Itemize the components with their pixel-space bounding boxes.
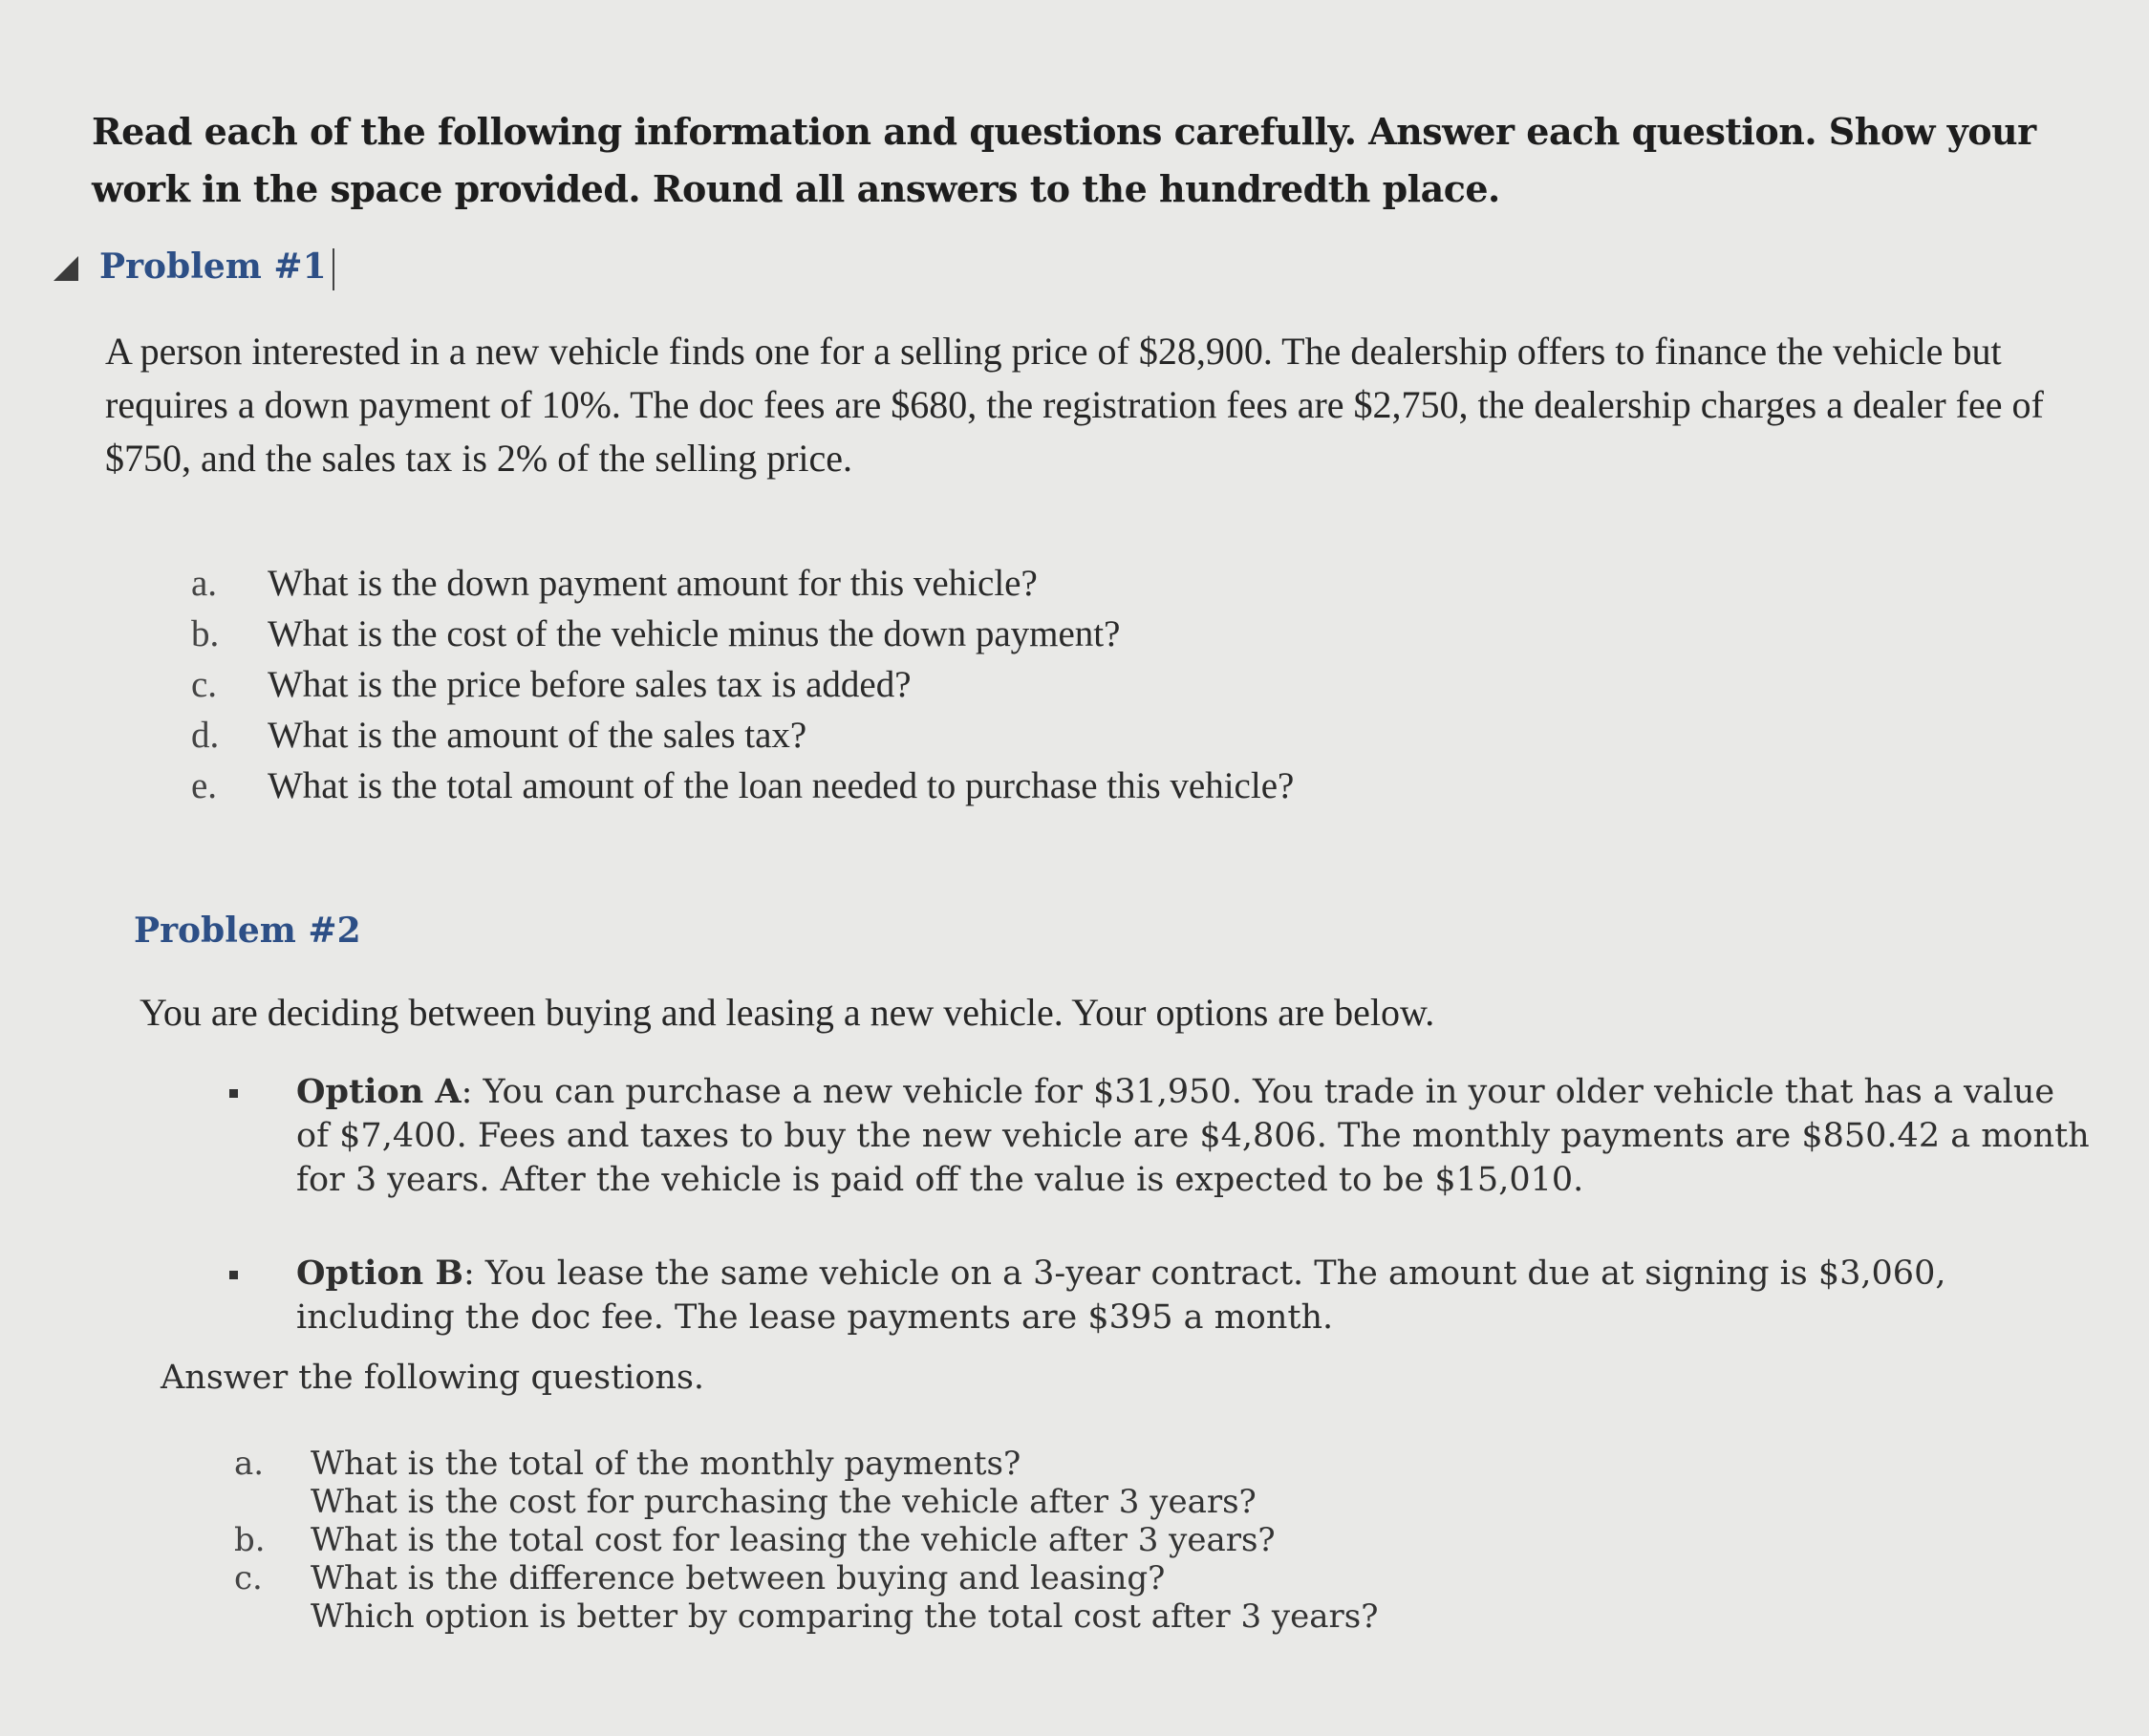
option-b — [220, 1252, 2093, 1340]
problem-2-description: You are deciding between buying and leasing a new vehicle. Your options are below. — [140, 991, 1435, 1034]
question-text: What is the total of the monthly payments? — [311, 1445, 1021, 1483]
question-text: What is the price before sales tax is added? — [268, 664, 912, 705]
question-text: What is the difference between buying and leasing? — [311, 1559, 1166, 1597]
options-list — [220, 1070, 2093, 1389]
problem-1-description: A person interested in a new vehicle finds one for a selling price of $28,900. The dealership offers to finance the vehicle but requires a down payment of 10%. The doc fees are $680, the registration fees are $2,750, the dealership charges a dealer fee of $750, and the sales tax is 2% of the selling price. — [105, 330, 2044, 480]
problem-1-heading[interactable] — [99, 246, 334, 290]
list-marker: c. — [234, 1559, 263, 1597]
question-text: What is the total cost for leasing the vehicle after 3 years? — [311, 1521, 1276, 1559]
list-marker: a. — [234, 1445, 265, 1483]
instructions-text: Read each of the following information and questions carefully. Answer each question. Show your work in the space provided. Round all answers to the hundredth place. — [92, 110, 2036, 210]
problem-2-heading[interactable]: Problem #2 — [134, 911, 361, 951]
list-marker: e. — [191, 765, 218, 806]
collapse-triangle-icon[interactable] — [54, 256, 78, 281]
question-text: What is the down payment amount for this vehicle? — [268, 563, 1038, 604]
question-text: Which option is better by comparing the total cost after 3 years? — [311, 1597, 1379, 1636]
answer-prompt: Answer the following questions. — [161, 1359, 705, 1397]
option-label: Option A — [296, 1072, 462, 1111]
bullet-icon — [229, 1089, 238, 1098]
question-text: What is the total amount of the loan needed to purchase this vehicle? — [268, 765, 1295, 806]
question-text: What is the amount of the sales tax? — [268, 715, 807, 756]
option-text: : You can purchase a new vehicle for $31,950. You trade in your older vehicle that has a value of $7,400. Fees and taxes to buy the new vehicle are $4,806. The monthly payments are $850.42 a month for 3 years. After the vehicle is paid off the value is expected to be $15,010. — [296, 1073, 2090, 1199]
option-a — [220, 1070, 2093, 1202]
option-label: Option B — [296, 1254, 463, 1293]
bullet-icon — [229, 1271, 238, 1279]
question-text: What is the cost of the vehicle minus the down payment? — [268, 613, 1121, 654]
text-cursor — [333, 248, 334, 290]
list-marker: c. — [191, 664, 218, 705]
list-marker: d. — [191, 715, 220, 756]
option-text: : You lease the same vehicle on a 3-year contract. The amount due at signing is $3,060, including the doc fee. The lease payments are $395 a month. — [296, 1254, 1946, 1337]
list-marker: a. — [191, 563, 218, 604]
question-text: What is the cost for purchasing the vehicle after 3 years? — [311, 1483, 1257, 1521]
problem-1-title: Problem #1 — [99, 246, 327, 287]
list-marker: b. — [191, 613, 220, 654]
list-marker: b. — [234, 1521, 266, 1559]
